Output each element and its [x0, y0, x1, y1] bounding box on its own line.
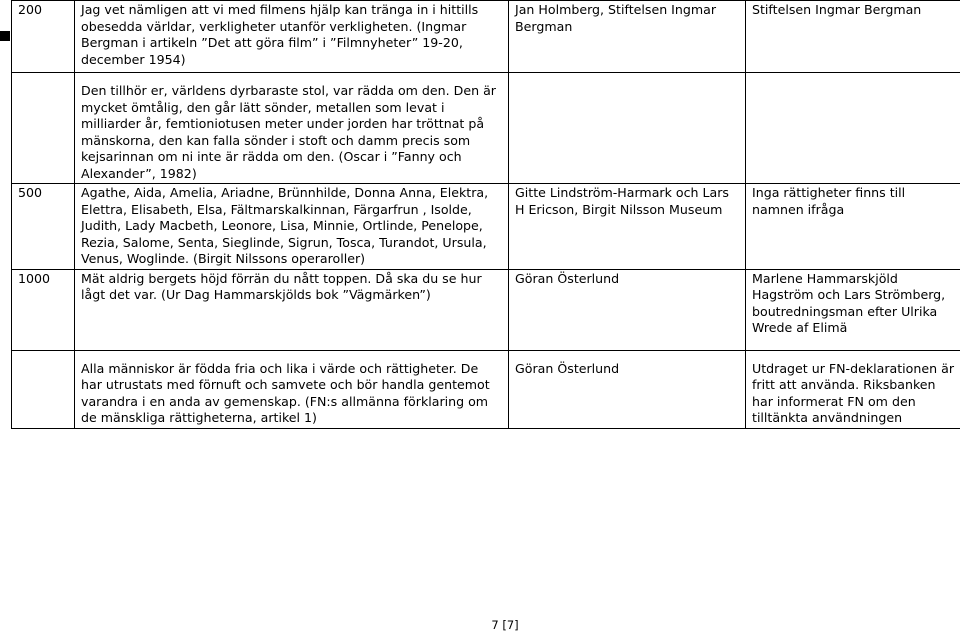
page-number-text: 7 [7]: [491, 618, 519, 632]
table-row: [12, 350, 960, 428]
quotes-table: [11, 0, 960, 429]
square-bullet-icon: [0, 31, 10, 41]
rights-cell: Inga rättigheter finns till namnen ifråga: [746, 184, 960, 270]
author-cell: Jan Holmberg, Stiftelsen Ingmar Bergman: [509, 1, 746, 73]
quote-text: Jag vet nämligen att vi med filmens hjälp kan tränga in i hittills obesedda världar, verkligheter utanför verkligheten. (Ingmar Bergman i artikeln ”Det att göra film” i ”Filmnyheter” 19-20, december 1954): [81, 2, 479, 67]
page-number: [0, 618, 960, 632]
quote-cell: [75, 350, 509, 428]
quote-text: Agathe, Aida, Amelia, Ariadne, Brünnhilde, Donna Anna, Elektra, Elettra, Elisabeth, Elsa, Fältmarskalkinnan, Färgarfrun , Isolde, Judith, Lady Macbeth, Leonore, Lisa, Minnie, Ortlinde, Penelope, Rezia, Salome, Senta, Sieglinde, Sigrun, Tosca, Turandot, Ursula, Venus, Woglinde. (Birgit Nilssons operaroller): [81, 185, 489, 266]
amount-cell: 200: [12, 1, 75, 73]
rights-cell: [746, 73, 960, 184]
quote-text: Mät aldrig bergets höjd förrän du nått toppen. Då ska du se hur lågt det var. (Ur Dag Hammarskjölds bok ”Vägmärken”): [81, 270, 482, 302]
amount-cell: 500: [12, 184, 75, 270]
table-row: [12, 73, 960, 184]
table-row: [12, 1, 960, 73]
amount-cell: 1000: [12, 269, 75, 350]
rights-cell: Utdraget ur FN-deklarationen är fritt att använda. Riksbanken har informerat FN om den tilltänkta användningen: [746, 350, 960, 428]
amount-cell: [12, 350, 75, 428]
quote-cell: [75, 1, 509, 73]
quote-cell: [75, 73, 509, 184]
quote-cell: [75, 184, 509, 270]
rights-cell: Stiftelsen Ingmar Bergman: [746, 1, 960, 73]
table-row: [12, 184, 960, 270]
author-cell: [509, 73, 746, 184]
author-cell: Gitte Lindström-Harmark och Lars H Ericson, Birgit Nilsson Museum: [509, 184, 746, 270]
quote-cell: [75, 269, 509, 350]
table-row: [12, 269, 960, 350]
rights-cell: Marlene Hammarskjöld Hagström och Lars Strömberg, boutredningsman efter Ulrika Wrede af Elimä: [746, 269, 960, 350]
author-cell: Göran Österlund: [509, 269, 746, 350]
quote-text: Den tillhör er, världens dyrbaraste stol, var rädda om den. Den är mycket ömtålig, den går lätt sönder, metallen som levat i milliarder år, femtioniotusen meter under jorden har tröttnat på mänskorna, den kan falla sönder i stoft och damm precis som kejsarinnan om ni inte är rädda om den. (Oscar i ”Fanny och Alexander”, 1982): [81, 83, 496, 181]
amount-cell: [12, 73, 75, 184]
author-cell: Göran Österlund: [509, 350, 746, 428]
quote-text: Alla människor är födda fria och lika i värde och rättigheter. De har utrustats med förnuft och samvete och bör handla gentemot varandra i en anda av gemenskap. (FN:s allmänna förklaring om de mänskliga rättigheterna, artikel 1): [81, 360, 490, 425]
